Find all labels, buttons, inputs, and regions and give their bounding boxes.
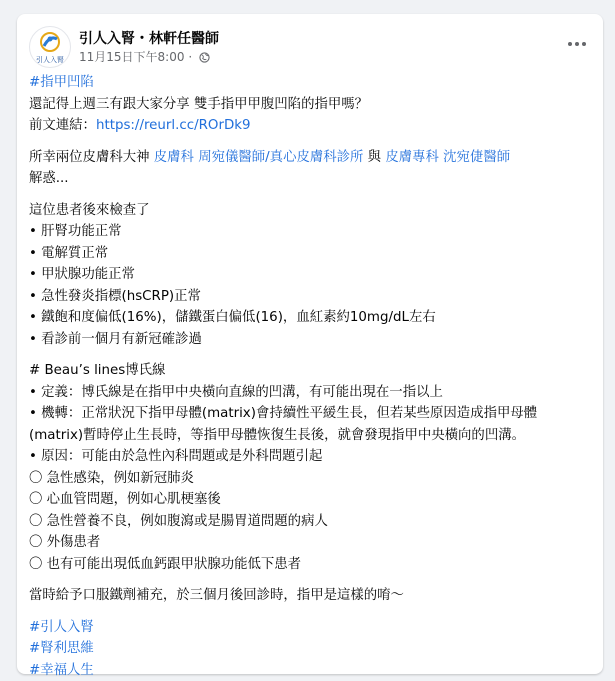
avatar[interactable] [29,26,71,68]
intro-text: 還記得上週三有跟大家分享 雙手指甲甲腹凹陷的指甲嗎？ [29,96,369,112]
avatar-logo-icon [30,27,70,67]
check-item: • 甲狀腺功能正常 [29,267,135,282]
hashtag-nail-pits[interactable]: #指甲凹陷 [29,75,94,90]
cause-item: 〇 心血管問題，例如心肌梗塞後 [29,492,221,507]
beau-title: # Beau’s lines博氏線 [29,363,166,378]
mechanism-text: • 機轉：正常狀況下指甲母體(matrix)會持續性平緩生長，但若某些原因造成指甲母體(matrix)暫時停止生長時，等指甲母體恢復生長後，就會發現指甲中央橫向的凹溝。 [29,406,538,443]
globe-icon [199,52,210,66]
more-options-button[interactable] [563,34,591,54]
check-item: • 肝腎功能正常 [29,224,122,239]
check-item: • 急性發炎指標(hsCRP)正常 [29,288,201,304]
hashtag-link[interactable]: #腎利思維 [29,641,94,656]
check-item: • 看診前一個月有新冠確診過 [29,331,202,347]
thanks-prefix: 所幸兩位皮膚科大神 [29,149,154,165]
prev-article-link[interactable]: https://reurl.cc/ROrDk9 [95,118,251,133]
doctor1-link[interactable]: 皮膚科 周宛儀醫師/真心皮膚科診所 [153,149,364,165]
prev-link-label: 前文連結： [29,118,96,133]
more-horizontal-icon [568,42,586,46]
cause-item: 〇 急性營養不良，例如腹瀉或是腸胃道問題的病人 [29,513,328,529]
hashtag-link[interactable]: #引人入腎 [29,619,94,635]
author-name[interactable]: 引人入腎・林軒任醫師 [79,31,219,47]
definition-text: • 定義：博氏線是在指甲中央橫向直線的凹溝，有可能出現在一指以上 [29,384,443,400]
hashtag-link[interactable]: #幸福人生 [29,662,94,678]
cause-item: 〇 外傷患者 [29,535,101,550]
thanks-suffix: 解惑... [29,171,69,186]
post-header [29,26,591,70]
post-card [17,14,603,678]
meta-dot: · [188,50,193,64]
doctor2-link[interactable]: 皮膚專科 沈宛倢醫師 [385,149,511,165]
post-body [29,72,591,681]
cause-item: 〇 急性感染，例如新冠肺炎 [29,470,194,486]
avatar-text: 引人入腎 [36,56,64,64]
check-item: • 電解質正常 [29,245,109,261]
cause-text: • 原因：可能由於急性內科問題或是外科問題引起 [29,449,323,464]
post-timestamp[interactable]: 11月15日下午8:00 [79,50,185,64]
thanks-and: 與 [363,149,386,165]
followup-text: 當時給予口服鐵劑補充，於三個月後回診時，指甲是這樣的唷～ [29,588,404,603]
post-meta [79,48,210,66]
cause-item: 〇 也有可能出現低血鈣跟甲狀腺功能低下患者 [29,556,302,572]
check-item: • 鐵飽和度偏低(16%)，儲鐵蛋白偏低(16)，血紅素約10mg/dL左右 [29,310,436,325]
checked-title: 這位患者後來檢查了 [29,202,150,218]
